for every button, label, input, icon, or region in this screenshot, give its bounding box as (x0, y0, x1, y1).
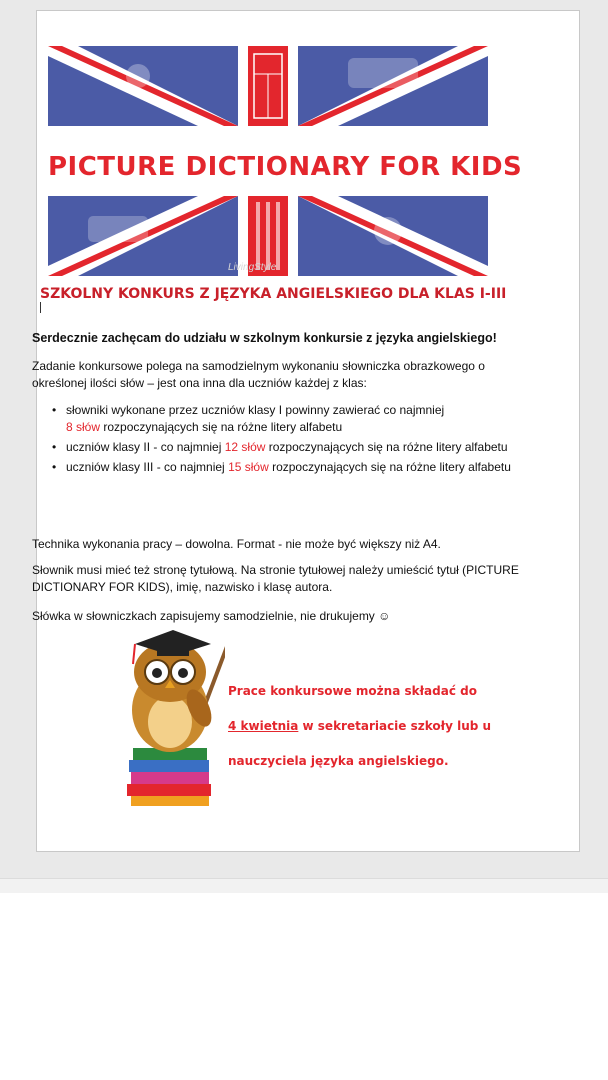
list-item: • uczniów klasy II - co najmniej 12 słów rozpoczynających się na różne litery alfabetu (50, 439, 520, 456)
watermark-text: LivingStyle (228, 262, 277, 273)
list-item: • słowniki wykonane przez uczniów klasy I powinny zawierać co najmniej 8 słów rozpoczynających się na różne litery alfabetu (50, 402, 520, 436)
class-requirements-list (50, 402, 520, 479)
notice-line-1: Prace konkursowe można składać do (228, 684, 477, 698)
deadline-date: 4 kwietnia (228, 719, 299, 733)
intro-heading: Serdecznie zachęcam do udziału w szkolnym konkursie z języka angielskiego! (32, 331, 497, 345)
viewer-bottom-bar (0, 878, 608, 893)
word-count-highlight: 15 słów (228, 460, 269, 474)
technique-paragraph: Technika wykonania pracy – dowolna. Format - nie może być większy niż A4. (32, 537, 441, 551)
words-note-paragraph: Słówka w słowniczkach zapisujemy samodzielnie, nie drukujemy ☺ (32, 609, 391, 623)
word-count-highlight: 8 słów (66, 420, 101, 434)
list-item: • uczniów klasy III - co najmniej 15 słów rozpoczynających się na różne litery alfabetu (50, 459, 520, 476)
contest-subtitle: SZKOLNY KONKURS Z JĘZYKA ANGIELSKIEGO DLA KLAS I-III (40, 286, 507, 302)
banner-title: PICTURE DICTIONARY FOR KIDS (48, 152, 523, 182)
task-paragraph: Zadanie konkursowe polega na samodzielnym wykonaniu słowniczka obrazkowego o określonej ilości słów – jest ona inna dla uczniów każdej z klas: (32, 359, 485, 390)
text-cursor (40, 302, 41, 313)
notice-line-2: 4 kwietnia w sekretariacie szkoły lub u (228, 719, 492, 733)
notice-line-3: nauczyciela języka angielskiego. (228, 754, 449, 768)
owl-teacher-illustration (95, 600, 225, 810)
word-count-highlight: 12 słów (224, 440, 266, 454)
title-page-paragraph: Słownik musi mieć też stronę tytułową. Na stronie tytułowej należy umieścić tytuł (PICTURE DICTIONARY FOR KIDS), imię, nazwisko i klasę autora. (32, 563, 519, 594)
